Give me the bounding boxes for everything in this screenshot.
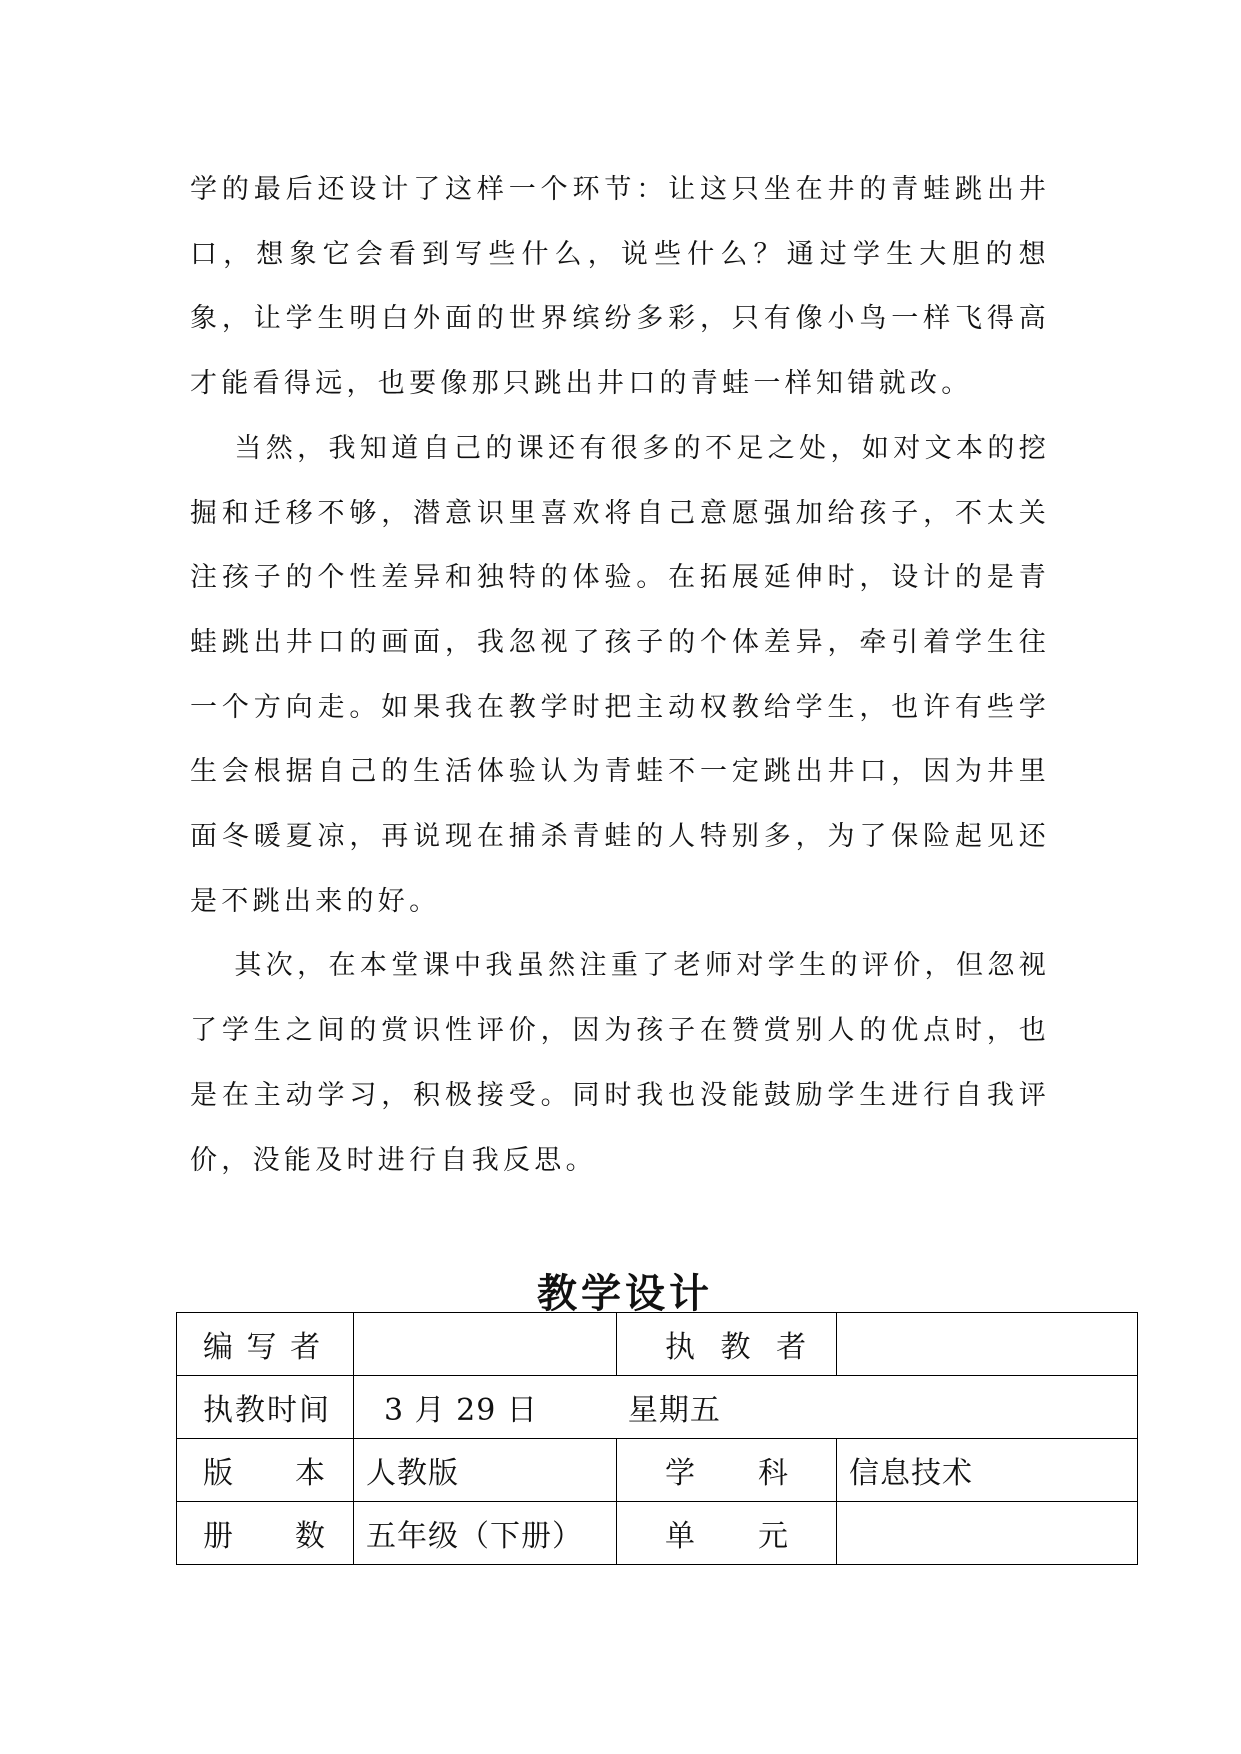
subject-label (617, 1439, 837, 1502)
teacher-label: 执 教 者 (617, 1313, 837, 1376)
unit-label-part: 单 (665, 1519, 695, 1554)
reflection-text (190, 158, 1050, 1193)
volume-label-part: 数 (295, 1519, 325, 1554)
subject-value: 信息技术 (837, 1439, 1138, 1502)
paragraph-1: 学的最后还设计了这样一个环节：让这只坐在井的青蛙跳出井口，想象它会看到写些什么，说些什么？通过学生大胆的想象，让学生明白外面的世界缤纷多彩，只有像小鸟一样飞得高才能看得远，也要像那只跳出井口的青蛙一样知错就改。 (190, 174, 1050, 400)
edition-label-part: 本 (295, 1456, 325, 1491)
author-value (354, 1313, 617, 1376)
unit-label (617, 1502, 837, 1565)
unit-value (837, 1502, 1138, 1565)
time-date: 3 月 29 日 (384, 1393, 538, 1428)
table-row (177, 1376, 1138, 1439)
subject-label-part: 学 (665, 1456, 695, 1491)
time-label: 执教时间 (177, 1376, 354, 1439)
volume-label (177, 1502, 354, 1565)
time-weekday: 星期五 (627, 1393, 721, 1428)
edition-label (177, 1439, 354, 1502)
paragraph-2: 当然，我知道自己的课还有很多的不足之处，如对文本的挖掘和迁移不够，潜意识里喜欢将自己意愿强加给孩子，不太关注孩子的个性差异和独特的体验。在拓展延伸时，设计的是青蛙跳出井口的画面，我忽视了孩子的个体差异，牵引着学生往一个方向走。如果我在教学时把主动权教给学生，也许有些学生会根据自己的生活体验认为青蛙不一定跳出井口，因为井里面冬暖夏凉，再说现在捕杀青蛙的人特别多，为了保险起见还是不跳出来的好。 (190, 432, 1050, 917)
table-row (177, 1439, 1138, 1502)
edition-value: 人教版 (354, 1439, 617, 1502)
edition-label-part: 版 (203, 1456, 233, 1491)
design-title: 教学设计 (537, 1271, 713, 1317)
lesson-info-table (176, 1312, 1138, 1565)
author-label: 编 写 者 (177, 1313, 354, 1376)
table-row (177, 1502, 1138, 1565)
volume-value: 五年级（下册） (354, 1502, 617, 1565)
teacher-value (837, 1313, 1138, 1376)
table-row (177, 1313, 1138, 1376)
unit-label-part: 元 (758, 1519, 788, 1554)
time-value (354, 1376, 1138, 1439)
paragraph-3: 其次，在本堂课中我虽然注重了老师对学生的评价，但忽视了学生之间的赏识性评价，因为孩子在赞赏别人的优点时，也是在主动学习，积极接受。同时我也没能鼓励学生进行自我评价，没能及时进行自我反思。 (190, 950, 1050, 1176)
volume-label-part: 册 (203, 1519, 233, 1554)
subject-label-part: 科 (758, 1456, 788, 1491)
